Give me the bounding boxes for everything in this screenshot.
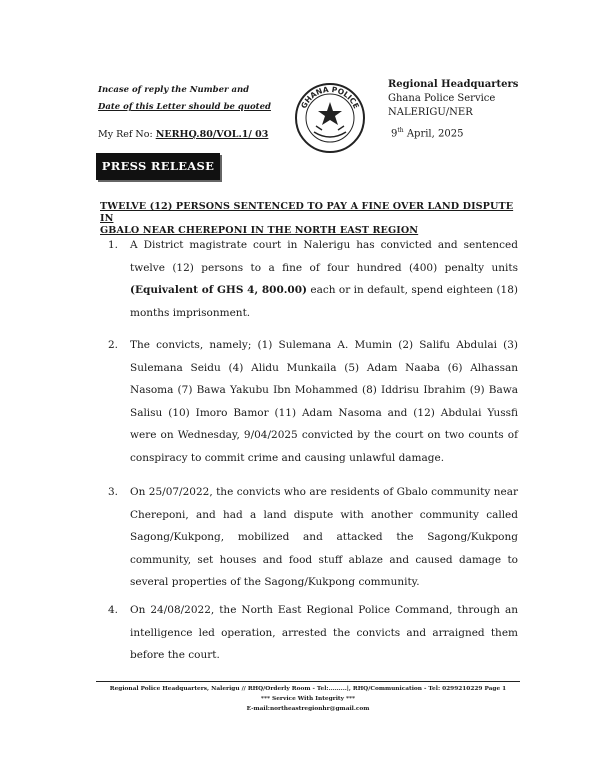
- paragraph-3: [108, 481, 518, 594]
- headline-line-2: GBALO NEAR CHEREPONI IN THE NORTH EAST REGION: [100, 225, 419, 236]
- reply-quote-note: [98, 82, 271, 116]
- paragraph-2: [108, 334, 518, 469]
- police-crest-logo: [292, 80, 368, 156]
- paragraph-number: 4.: [108, 604, 119, 616]
- paragraph-number: 2.: [108, 339, 119, 351]
- hq-service: Ghana Police Service: [388, 93, 496, 104]
- hq-title: Regional Headquarters: [388, 79, 519, 90]
- date-suffix: th: [397, 127, 404, 134]
- ref-number: NERHQ.80/VOL.1/ 03: [155, 129, 269, 140]
- quote-note-line-2: Date of this Letter should be quoted: [98, 102, 271, 112]
- headquarters-address: [388, 78, 518, 120]
- paragraph-text: On 24/08/2022, the North East Regional Police Command, through an intelligence led operation, arrested the convicts and arraigned them before the court.: [130, 604, 518, 661]
- footer-email: E-mail:northeastregionhr@gmail.com: [246, 706, 370, 712]
- footer-divider: [96, 681, 520, 682]
- headline: [100, 201, 520, 237]
- paragraph-text: On 25/07/2022, the convicts who are residents of Gbalo community near Chereponi, and had a land dispute with another community called Sagong/Kukpong, mobilized and attacked the Sagong/Kukpong community, set houses and food stuff ablaze and caused damage to several properties of the Sagong/Kukpong community.: [130, 486, 518, 588]
- reference-number: [98, 129, 268, 140]
- letter-date: [391, 127, 463, 139]
- press-release-label: PRESS RELEASE: [96, 153, 220, 180]
- date-rest: April, 2025: [403, 128, 464, 140]
- paragraph-number: 1.: [108, 239, 119, 251]
- headline-line-1: TWELVE (12) PERSONS SENTENCED TO PAY A FINE OVER LAND DISPUTE IN: [100, 201, 514, 224]
- ref-label: My Ref No:: [98, 129, 153, 140]
- crest-text: GHANA POLICE: [299, 84, 361, 110]
- footer: [96, 684, 520, 714]
- footer-motto: *** Service With Integrity ***: [260, 696, 356, 702]
- footer-contact: Regional Police Headquarters, Nalerigu // RHQ/Orderly Room - Tel:.........|, RHQ/Communication - Tel: 0299210229 Page 1: [109, 686, 507, 692]
- hq-location: NALERIGU/NER: [388, 107, 473, 118]
- date-day: 9: [391, 128, 398, 140]
- paragraph-text: each or in default, spend eighteen (18) months imprisonment.: [130, 284, 518, 319]
- paragraph-number: 3.: [108, 486, 119, 498]
- quote-note-line-1: Incase of reply the Number and: [98, 85, 250, 95]
- paragraph-text: The convicts, namely; (1) Sulemana A. Mumin (2) Salifu Abdulai (3) Sulemana Seidu (4) Alidu Munkaila (5) Adam Naaba (6) Alhassan Nasoma (7) Bawa Yakubu Ibn Mohammed (8) Iddrisu Ibrahim (9) Bawa Salisu (10) Imoro Bamor (11) Adam Nasoma and (12) Abdulai Yussfi were on Wednesday, 9/04/2025 convicted by the court on two counts of conspiracy to commit crime and causing unlawful damage.: [130, 339, 518, 464]
- paragraph-4: [108, 599, 518, 667]
- paragraph-1: [108, 234, 518, 324]
- paragraph-bold-text: (Equivalent of GHS 4, 800.00): [130, 284, 307, 296]
- paragraph-text: A District magistrate court in Nalerigu has convicted and sentenced twelve (12) persons to a fine of four hundred (400) penalty units: [130, 239, 518, 274]
